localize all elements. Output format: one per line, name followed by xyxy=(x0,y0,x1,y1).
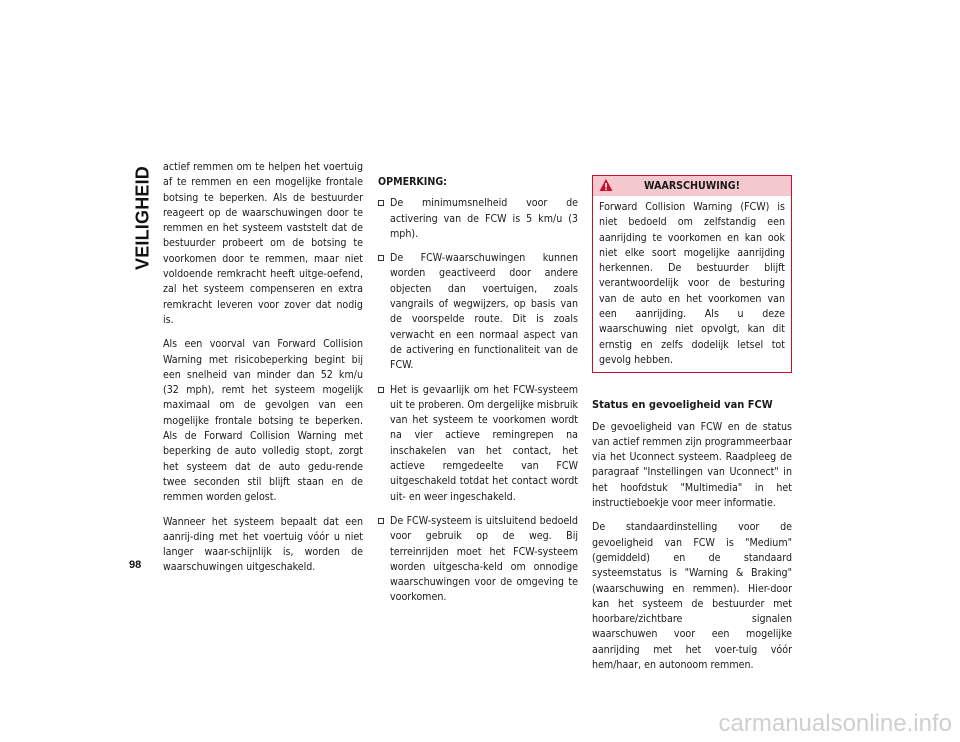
warning-text: Forward Collision Warning (FCW) is niet bedoeld om zelfstandig een aanrijding te voorkomen en kan ook niet elke soort mogelijke aanrijding herkennen. De bestuurder blijft verantwoordelijk voor de besturing van de auto en het voorkomen van een aanrijding. Als u deze waarschuwing niet opvolgt, kan dit ernstig en zelfs dodelijk letsel tot gevolg hebben. xyxy=(599,201,785,366)
note-item xyxy=(378,514,578,606)
note-item xyxy=(378,383,578,505)
paragraph: Als een voorval van Forward Collision Warning met risicobeperking begint bij een snelheid van minder dan 52 km/u (32 mph), remt het systeem mogelijk maximaal om de gevolgen van een mogelijke frontale botsing te beperken. Als de Forward Collision Warning met beperking de auto volledig stopt, zorgt het systeem dat de auto gedu-rende twee seconden stil blijft staan en de remmen worden gelost. xyxy=(163,338,363,504)
note-item xyxy=(378,251,578,373)
note-text: Het is gevaarlijk om het FCW-systeem uit te proberen. Om dergelijke misbruik van het systeem te voorkomen wordt na vier actieve remingrepen na inschakelen van het contact, het actieve remgedeelte van FCW uitgeschakeld totdat het contact wordt uit- en weer ingeschakeld. xyxy=(390,383,578,503)
checkbox-square-icon xyxy=(378,255,384,261)
note-list xyxy=(378,196,578,605)
column-1 xyxy=(163,160,363,585)
footer-watermark: carmanualsonline.info xyxy=(718,710,952,737)
note-item xyxy=(378,196,578,242)
checkbox-square-icon xyxy=(378,518,384,524)
section-title-text: VEILIGHEID xyxy=(132,165,153,271)
paragraph: actief remmen om te helpen het voertuig af te remmen en een mogelijke frontale botsing te beperken. Als de bestuurder reageert op de waarschuwingen door te remmen en het systeem vaststelt dat de bestuurder probeert om de botsing te voorkomen door te remmen, maar niet voldoende remkracht heeft uitge-oefend, zal het systeem compenseren en extra remkracht leveren voor zover dat nodig is. xyxy=(163,161,363,326)
paragraph: De standaardinstelling voor de gevoeligheid van FCW is "Medium" (gemiddeld) en de standaard systeemstatus is "Warning & Braking" (waarschuwing en remmen). Hier-door kan het systeem de bestuurder met hoorbare/zichtbare signalen waarschuwen voor een mogelijke aanrijding met het voer-tuig vóór hem/haar, en autonoom remmen. xyxy=(592,521,792,672)
note-text: De minimumsnelheid voor de activering van de FCW is 5 km/u (3 mph). xyxy=(390,197,578,240)
section-side-title xyxy=(128,165,158,271)
note-text: De FCW-systeem is uitsluitend bedoeld voor gebruik op de weg. Bij terreinrijden moet het FCW-systeem worden uitgescha-keld om onnodige waarschuwingen voor de omgeving te voorkomen. xyxy=(390,514,578,604)
note-heading: OPMERKING: xyxy=(378,176,447,188)
column-2 xyxy=(378,175,578,615)
paragraph: Wanneer het systeem bepaalt dat een aanrij-ding met het voertuig vóór u niet langer waar-schijnlijk is, worden de waarschuwingen uitgeschakeld. xyxy=(163,515,363,574)
checkbox-square-icon xyxy=(378,200,384,206)
page-number: 98 xyxy=(129,559,142,571)
section-subheading: Status en gevoeligheid van FCW xyxy=(592,398,773,412)
warning-triangle-icon xyxy=(599,178,613,192)
checkbox-square-icon xyxy=(378,387,384,393)
note-text: De FCW-waarschuwingen kunnen worden geactiveerd door andere objecten dan voertuigen, zoals vangrails of wegwijzers, op basis van de voorspelde route. Dit is zoals verwacht en een normaal aspect van de activering en functionaliteit van de FCW. xyxy=(390,252,578,372)
warning-title: WAARSCHUWING! xyxy=(644,180,740,192)
paragraph: De gevoeligheid van FCW en de status van actief remmen zijn programmeerbaar via het Uconnect systeem. Raadpleeg de paragraaf "Instellingen van Uconnect" in het hoofdstuk "Multimedia" in het instructieboekje voor meer informatie. xyxy=(592,420,792,510)
column-3 xyxy=(592,175,792,682)
warning-header xyxy=(593,176,791,196)
warning-box xyxy=(592,175,792,373)
